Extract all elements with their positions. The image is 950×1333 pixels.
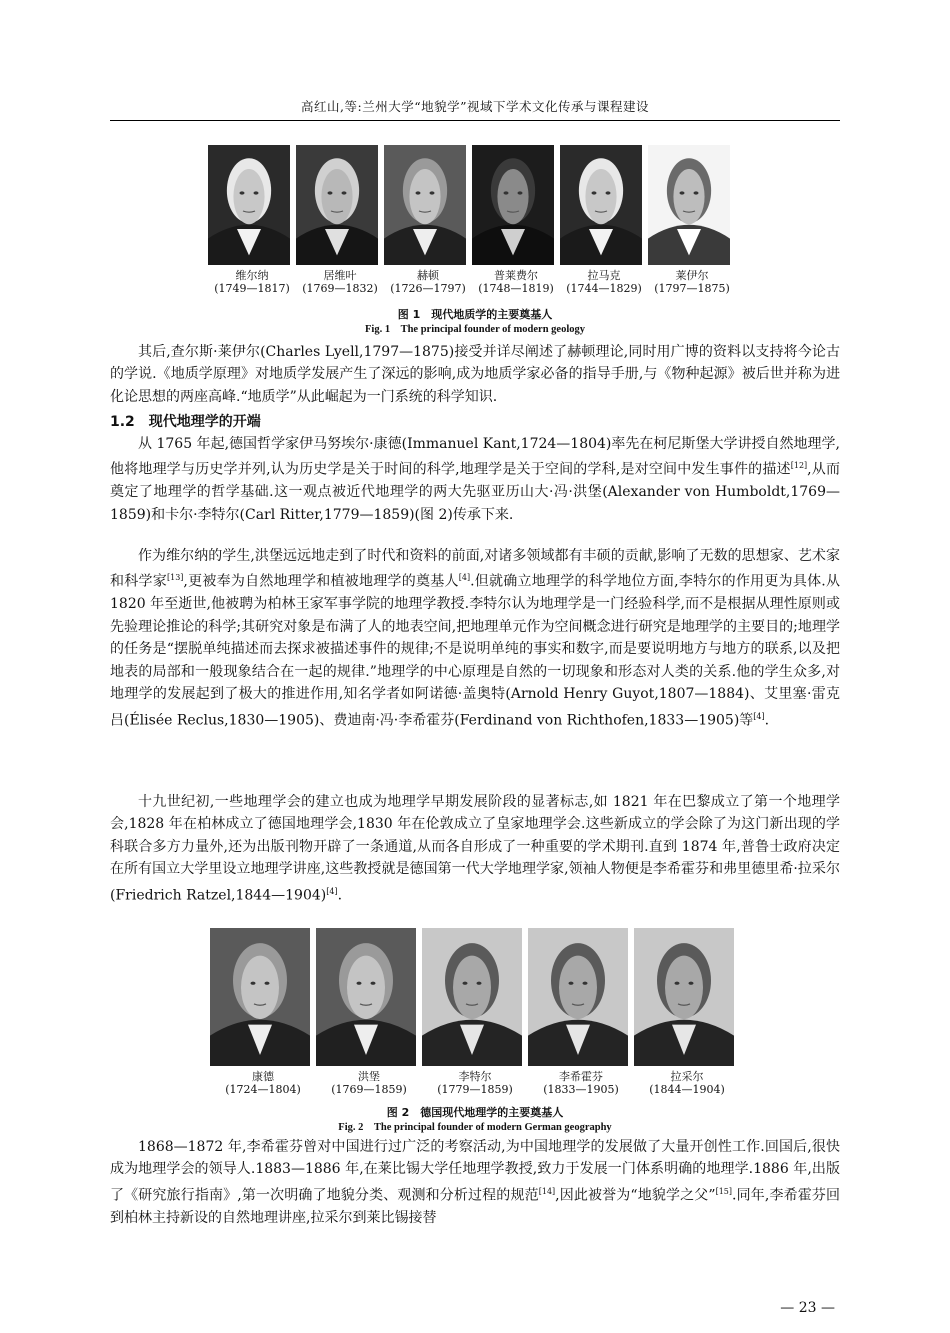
portrait-label bbox=[316, 1071, 422, 1096]
paragraph-text: ,因此被誉为“地貌学之父” bbox=[555, 1187, 716, 1204]
portrait-name: 李特尔 bbox=[458, 1070, 492, 1083]
paragraph-societies bbox=[110, 791, 840, 907]
portrait-label bbox=[560, 270, 648, 295]
portrait-image bbox=[528, 928, 628, 1066]
paragraph-text: . bbox=[764, 712, 770, 729]
citation-ref: [4] bbox=[753, 711, 765, 721]
portrait-years: (1749—1817) bbox=[214, 281, 290, 295]
section-heading-1-2: 1.2 现代地理学的开端 bbox=[110, 414, 261, 430]
paragraph-text: ,更被奉为自然地理学和植被地理学的奠基人 bbox=[183, 574, 459, 591]
portrait-label bbox=[422, 1071, 528, 1096]
portrait-name: 普莱费尔 bbox=[494, 269, 538, 282]
paragraph-text: 1868—1872 年,李希霍芬曾对中国进行过广泛的考察活动,为中国地理学的发展做了大量开创性工作.回国后,很快成为地理学会的领导人.1883—1886 年,在莱比锡大学任地理学教授,致力于发展一门体系明确的地理学.1886 年,出版了《研究旅行指南》,第一次明确了地貌分类、观测和分析过程的规范 bbox=[110, 1139, 840, 1204]
portrait-years: (1769—1859) bbox=[331, 1082, 407, 1096]
portrait-image bbox=[634, 928, 734, 1066]
portrait-image bbox=[296, 145, 378, 265]
citation-ref: [12] bbox=[790, 461, 808, 471]
portrait-years: (1748—1819) bbox=[478, 281, 554, 295]
portrait-image bbox=[422, 928, 522, 1066]
portrait-years: (1726—1797) bbox=[390, 281, 466, 295]
portrait-label bbox=[634, 1071, 740, 1096]
portrait-image bbox=[472, 145, 554, 265]
figure-1-caption-en: Fig. 1 The principal founder of modern geology bbox=[364, 324, 586, 335]
portrait-label bbox=[472, 270, 560, 295]
portrait-label bbox=[296, 270, 384, 295]
portrait-name: 居维叶 bbox=[323, 269, 357, 282]
portrait-label bbox=[648, 270, 736, 295]
portrait-name: 维尔纳 bbox=[235, 269, 269, 282]
figure-2-labels bbox=[210, 1071, 740, 1096]
portrait-years: (1797—1875) bbox=[654, 281, 730, 295]
portrait-image bbox=[648, 145, 730, 265]
portrait-name: 拉马克 bbox=[587, 269, 621, 282]
portrait-label bbox=[384, 270, 472, 295]
portrait-name: 洪堡 bbox=[358, 1070, 380, 1083]
paragraph-text: 作为维尔纳的学生,洪堡远远地走到了时代和资料的前面,对诸多领域都有丰硕的贡献,影响了无数的思想家、艺术家和科学家 bbox=[110, 548, 840, 591]
paragraph-text: 十九世纪初,一些地理学会的建立也成为地理学早期发展阶段的显著标志,如 1821 年在巴黎成立了第一个地理学会,1828 年在柏林成立了德国地理学会,1830 年在伦敦成立了皇家地理学会.这些新成立的学会除了为这门新出现的学科联合多方力量外,还为出版刊物开辟了一条通道,从而各自形成了一种重要的学术期刊.直到 1874 年,普鲁士政府决定在所有国立大学里设立地理学讲座,这些教授就是德国第一代大学地理学家,领袖人物便是李希霍芬和弗里德里希·拉采尔(Friedrich Ratzel,1844—1904) bbox=[110, 794, 840, 904]
portrait-name: 拉采尔 bbox=[670, 1070, 704, 1083]
portrait-years: (1724—1804) bbox=[225, 1082, 301, 1096]
paragraph-text: .但就确立地理学的科学地位方面,李特尔的作用更为具体.从 1820 年至逝世,他被聘为柏林王家军事学院的地理学教授.李特尔认为地理学是一门经验科学,而不是根据从理性原则或先验理论推论的科学;其研究对象是布满了人的地表空间,把地理单元作为空间概念进行研究是地理学的主要目的;地理学的任务是“摆脱单纯描述而去探求被描述事件的规律;不是说明单纯的事实和数字,而是要说明地方与地方的联系,以及把地表的局部和一般现象结合在一起的规律.”地理学的中心原理是自然的一切现象和形态对人类的关系.他的学生众多,对地理学的发展起到了极大的推进作用,知名学者如阿诺德·盖奥特(Arnold Henry Guyot,1807—1884)、艾里塞·雷克吕(Élisée Reclus,1830—1905)、费迪南·冯·李希霍芬(Ferdinand von Richthofen,1833—1905)等 bbox=[110, 574, 841, 729]
portrait-name: 莱伊尔 bbox=[675, 269, 709, 282]
portrait-label bbox=[208, 270, 296, 295]
portrait-image bbox=[316, 928, 416, 1066]
portrait-image bbox=[384, 145, 466, 265]
figure-2-portraits bbox=[210, 928, 734, 1066]
paragraph-kant bbox=[110, 433, 840, 526]
figure-1-labels bbox=[208, 270, 736, 295]
citation-ref: [15] bbox=[715, 1186, 732, 1196]
portrait-name: 李希霍芬 bbox=[559, 1070, 603, 1083]
citation-ref: [13] bbox=[166, 573, 184, 583]
figure-1-caption-cn: 图 1 现代地质学的主要奠基人 bbox=[397, 308, 553, 321]
figure-2-caption-cn: 图 2 德国现代地理学的主要奠基人 bbox=[386, 1106, 564, 1119]
portrait-name: 赫顿 bbox=[417, 269, 439, 282]
paragraph-text: . bbox=[337, 887, 343, 904]
paragraph-humboldt-ritter bbox=[110, 545, 840, 732]
portrait-image bbox=[210, 928, 310, 1066]
paragraph-richthofen bbox=[110, 1136, 840, 1229]
portrait-years: (1779—1859) bbox=[437, 1082, 513, 1096]
paragraph-lyell: 其后,查尔斯·莱伊尔(Charles Lyell,1797—1875)接受并详尽阐述了赫顿理论,同时用广博的资料以支持将今论古的学说.《地质学原理》对地质学发展产生了深远的影响,成为地质学家必备的指导手册,与《物种起源》被后世并称为进化论思想的两座高峰.“地质学”从此崛起为一门系统的科学知识. bbox=[110, 344, 840, 405]
figure-1-portraits bbox=[208, 145, 730, 265]
portrait-years: (1844—1904) bbox=[649, 1082, 725, 1096]
portrait-years: (1769—1832) bbox=[302, 281, 378, 295]
portrait-image bbox=[208, 145, 290, 265]
portrait-image bbox=[560, 145, 642, 265]
citation-ref: [4] bbox=[458, 573, 471, 583]
portrait-years: (1833—1905) bbox=[543, 1082, 619, 1096]
portrait-years: (1744—1829) bbox=[566, 281, 642, 295]
citation-ref: [14] bbox=[538, 1186, 556, 1196]
portrait-label bbox=[528, 1071, 634, 1096]
header-rule bbox=[110, 120, 840, 121]
citation-ref: [4] bbox=[326, 886, 338, 896]
paragraph-text: 从 1765 年起,德国哲学家伊马努埃尔·康德(Immanuel Kant,1724—1804)率先在柯尼斯堡大学讲授自然地理学,他将地理学与历史学并列,认为历史学是关于时间的科学,地理学是关于空间的学科,是对空间中发生事件的描述 bbox=[110, 436, 840, 479]
paragraph-text: .同年,李希霍芬回到柏林主持新设的自然地理讲座,拉采尔到莱比锡接替 bbox=[110, 1187, 841, 1226]
running-head: 高红山,等:兰州大学“地貌学”视域下学术文化传承与课程建设 bbox=[301, 99, 649, 114]
page-number: — 23 — bbox=[780, 1300, 835, 1316]
portrait-label bbox=[210, 1071, 316, 1096]
figure-2-caption-en: Fig. 2 The principal founder of modern German geography bbox=[338, 1122, 612, 1133]
portrait-name: 康德 bbox=[252, 1070, 274, 1083]
paragraph-text: ,从而奠定了地理学的哲学基础.这一观点被近代地理学的两大先驱亚历山大·冯·洪堡(Alexander von Humboldt,1769—1859)和卡尔·李特尔(Carl Ritter,1779—1859)(图 2)传承下来. bbox=[110, 462, 840, 523]
